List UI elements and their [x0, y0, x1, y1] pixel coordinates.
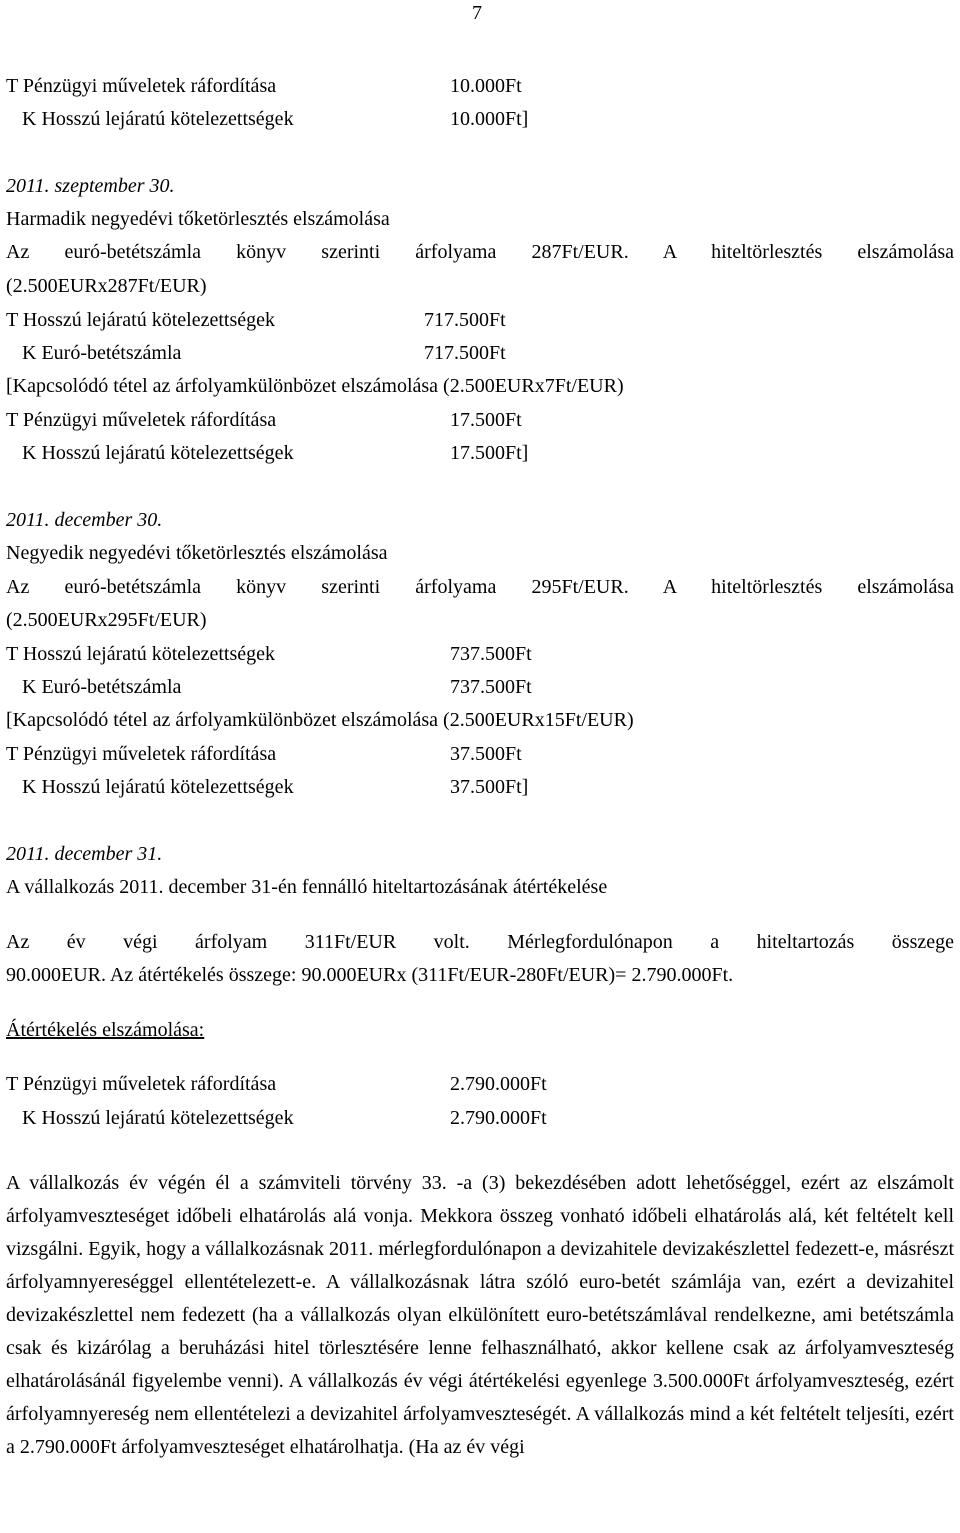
entry-label: K Euró-betétszámla	[22, 342, 182, 364]
text-line: Az év végi árfolyam 311Ft/EUR volt. Mérlegfordulónapon a hiteltartozás összege	[6, 931, 954, 953]
entry-amount: 17.500Ft	[450, 409, 522, 431]
page-number: 7	[472, 2, 482, 24]
entry-label: K Euró-betétszámla	[22, 676, 182, 698]
entry-label: T Pénzügyi műveletek ráfordítása	[6, 1073, 277, 1095]
entry-amount: 10.000Ft]	[450, 108, 529, 130]
text-line: 90.000EUR. Az átértékelés összege: 90.000EURx (311Ft/EUR-280Ft/EUR)= 2.790.000Ft.	[6, 964, 734, 986]
explanation-paragraph: A vállalkozás év végén él a számviteli törvény 33. -a (3) bekezdésében adott lehetőséggel, ezért az elszámolt árfolyamveszteséget időbeli elhatárolás alá vonja. Mekkora összeg vonható időbeli elhatárolás alá, két feltételt kell vizsgálni. Egyik, hogy a vállalkozásnak 2011. mérlegfordulónapon a devizahitele devizakészlettel fedezett-e, másrészt árfolyamnyereséggel ellentételezett-e. A vállalkozásnak látra szóló euro-betét számlája van, ezért a devizahitel devizakészlettel nem fedezett (ha a vállalkozás olyan elkülönített euro-betétszámlával rendelkezne, ami betétszámla csak és kizárólag a beruházási hitel törlesztésére lenne felhasználható, akkor kellene csak az árfolyamveszteség elhatárolásánál figyelembe venni). A vállalkozás év végi átértékelési egyenlege 3.500.000Ft árfolyamveszteség, ezért árfolyamnyereség nem ellentételezi a devizahitel árfolyamveszteségét. A vállalkozás mind a két feltételt teljesíti, ezért a 2.790.000Ft árfolyamveszteséget elhatárolhatja. (Ha az év végi	[6, 1172, 954, 1458]
entry-amount: 37.500Ft	[450, 743, 522, 765]
section-heading: Negyedik negyedévi tőketörlesztés elszámolása	[6, 542, 388, 564]
entry-label: T Hosszú lejáratú kötelezettségek	[6, 643, 275, 665]
related-entry-heading: [Kapcsolódó tétel az árfolyamkülönbözet elszámolása (2.500EURx15Ft/EUR)	[6, 709, 634, 731]
entry-label: T Pénzügyi műveletek ráfordítása	[6, 409, 277, 431]
entry-amount: 17.500Ft]	[450, 442, 529, 464]
entry-amount: 737.500Ft	[450, 676, 532, 698]
entry-label: T Hosszú lejáratú kötelezettségek	[6, 309, 275, 331]
date-heading: 2011. december 30.	[6, 509, 163, 531]
entry-label: K Hosszú lejáratú kötelezettségek	[22, 108, 294, 130]
section-heading: A vállalkozás 2011. december 31-én fennálló hiteltartozásának átértékelése	[6, 876, 608, 898]
entry-amount: 2.790.000Ft	[450, 1073, 547, 1095]
entry-label: T Pénzügyi műveletek ráfordítása	[6, 75, 277, 97]
date-heading: 2011. szeptember 30.	[6, 175, 175, 197]
section-heading: Harmadik negyedévi tőketörlesztés elszámolása	[6, 208, 390, 230]
entry-amount: 717.500Ft	[424, 342, 506, 364]
entry-label: K Hosszú lejáratú kötelezettségek	[22, 1107, 294, 1129]
text-line: Az euró-betétszámla könyv szerinti árfolyama 295Ft/EUR. A hiteltörlesztés elszámolása	[6, 576, 954, 598]
revaluation-title: Átértékelés elszámolása:	[6, 1019, 205, 1041]
related-entry-heading: [Kapcsolódó tétel az árfolyamkülönbözet elszámolása (2.500EURx7Ft/EUR)	[6, 375, 624, 397]
text-line: Az euró-betétszámla könyv szerinti árfolyama 287Ft/EUR. A hiteltörlesztés elszámolása	[6, 241, 954, 263]
calculation-line: (2.500EURx295Ft/EUR)	[6, 609, 207, 631]
date-heading: 2011. december 31.	[6, 843, 163, 865]
entry-amount: 717.500Ft	[424, 309, 506, 331]
entry-amount: 737.500Ft	[450, 643, 532, 665]
entry-label: T Pénzügyi műveletek ráfordítása	[6, 743, 277, 765]
entry-label: K Hosszú lejáratú kötelezettségek	[22, 442, 294, 464]
entry-label: K Hosszú lejáratú kötelezettségek	[22, 776, 294, 798]
entry-amount: 37.500Ft]	[450, 776, 529, 798]
entry-amount: 10.000Ft	[450, 75, 522, 97]
calculation-line: (2.500EURx287Ft/EUR)	[6, 275, 207, 297]
entry-amount: 2.790.000Ft	[450, 1107, 547, 1129]
